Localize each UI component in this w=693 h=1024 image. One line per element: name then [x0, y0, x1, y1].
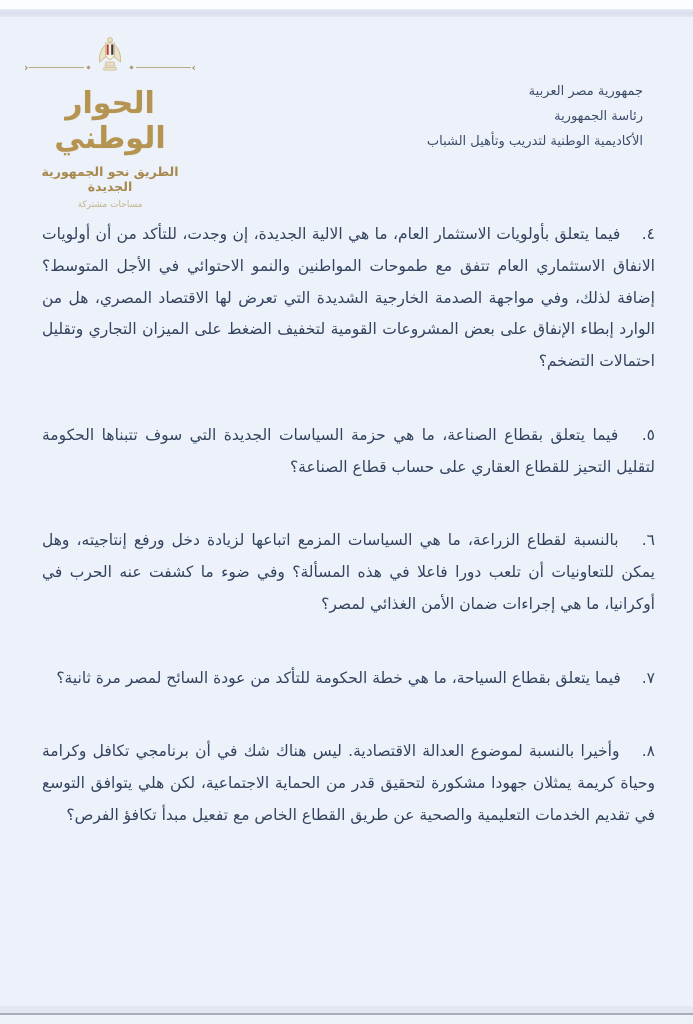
viewer-bottom-margin: [0, 1015, 693, 1024]
national-dialogue-logo: [24, 35, 196, 210]
question-text: فيما يتعلق بقطاع الصناعة، ما هي حزمة السياسات الجديدة التي سوف تتبناها الحكومة لتقليل التحيز للقطاع العقاري على حساب قطاع الصناعة؟: [42, 425, 655, 476]
logo-subtitle: الطريق نحو الجمهورية الجديدة: [41, 164, 179, 194]
divider-line: [136, 67, 191, 68]
question-number: ٤.: [641, 225, 655, 243]
org-presidency-line: رئاسة الجمهورية: [554, 109, 643, 124]
divider-dot: [129, 65, 133, 69]
org-country-line: جمهورية مصر العربية: [528, 84, 643, 99]
question-item-6: [42, 525, 655, 620]
divider-line: [29, 67, 84, 68]
question-text: فيما يتعلق بقطاع السياحة، ما هي خطة الحكومة للتأكد من عودة السائح لمصر مرة ثانية؟: [56, 668, 621, 687]
divider-dot: [86, 65, 90, 69]
org-header: [427, 35, 643, 187]
letterhead: [0, 17, 693, 210]
question-number: ٥.: [641, 425, 655, 444]
question-number: ٨.: [641, 742, 655, 761]
question-number: ٦.: [641, 531, 655, 550]
egypt-eagle-icon: [95, 35, 125, 79]
divider-arrow-left-icon: ›: [24, 61, 29, 74]
divider-arrow-right-icon: ‹: [191, 61, 196, 74]
question-text: فيما يتعلق بأولويات الاستثمار العام، ما هي الالية الجديدة، إن وجدت، للتأكد من أن أولويات الانفاق الاستثماري العام تتفق مع طموحات المواطنين والنمو الاحتوائي في الأجل المتوسط؟ إضافة لذلك، وفي مواجهة الصدمة الخارجية الشديدة التي تعرض لها الاقتصاد المصري، هل من الوارد إبطاء الإنفاق على بعض المشروعات القومية لتخفيف الضغط على الميزان التجاري وتقليل احتمالات التضخم؟: [42, 225, 655, 371]
question-item-7: [42, 663, 655, 695]
questions-list: [0, 187, 693, 832]
question-number: ٧.: [641, 668, 655, 687]
page-top-edge: [0, 9, 693, 17]
question-item-5: [42, 420, 655, 484]
question-item-8: [42, 736, 655, 831]
logo-title: الحوار الوطني: [54, 86, 166, 156]
emblem-area: [24, 35, 196, 83]
viewer-top-margin: [0, 0, 693, 9]
question-text: بالنسبة لقطاع الزراعة، ما هي السياسات المزمع اتباعها لزيادة دخل ورفع إنتاجيته، وهل يمكن للتعاونيات أن تلعب دورا فاعلا في هذه المسألة؟ وفي ضوء ما كشفت عنه الحرب في أوكرانيا، ما هي إجراءات ضمان الأمن الغذائي لمصر؟: [42, 531, 655, 613]
document-page: [0, 17, 693, 1006]
page-bottom-edge: [0, 1006, 693, 1013]
logo-tagline: مساحات مشتركة: [77, 200, 143, 210]
question-item-4: [42, 219, 655, 378]
question-text: وأخيرا بالنسبة لموضوع العدالة الاقتصادية. ليس هناك شك في أن برنامجي تكافل وكرامة وحياة كريمة يمثلان جهودا مشكورة لتحقيق قدر من الحماية الاجتماعية، لكن هلي يتوافق التوسع في تقديم الخدمات التعليمية والصحية عن طريق القطاع الخاص مع تفعيل مبدأ تكافؤ الفرص؟: [42, 742, 655, 824]
org-academy-line: الأكاديمية الوطنية لتدريب وتأهيل الشباب: [426, 134, 643, 149]
